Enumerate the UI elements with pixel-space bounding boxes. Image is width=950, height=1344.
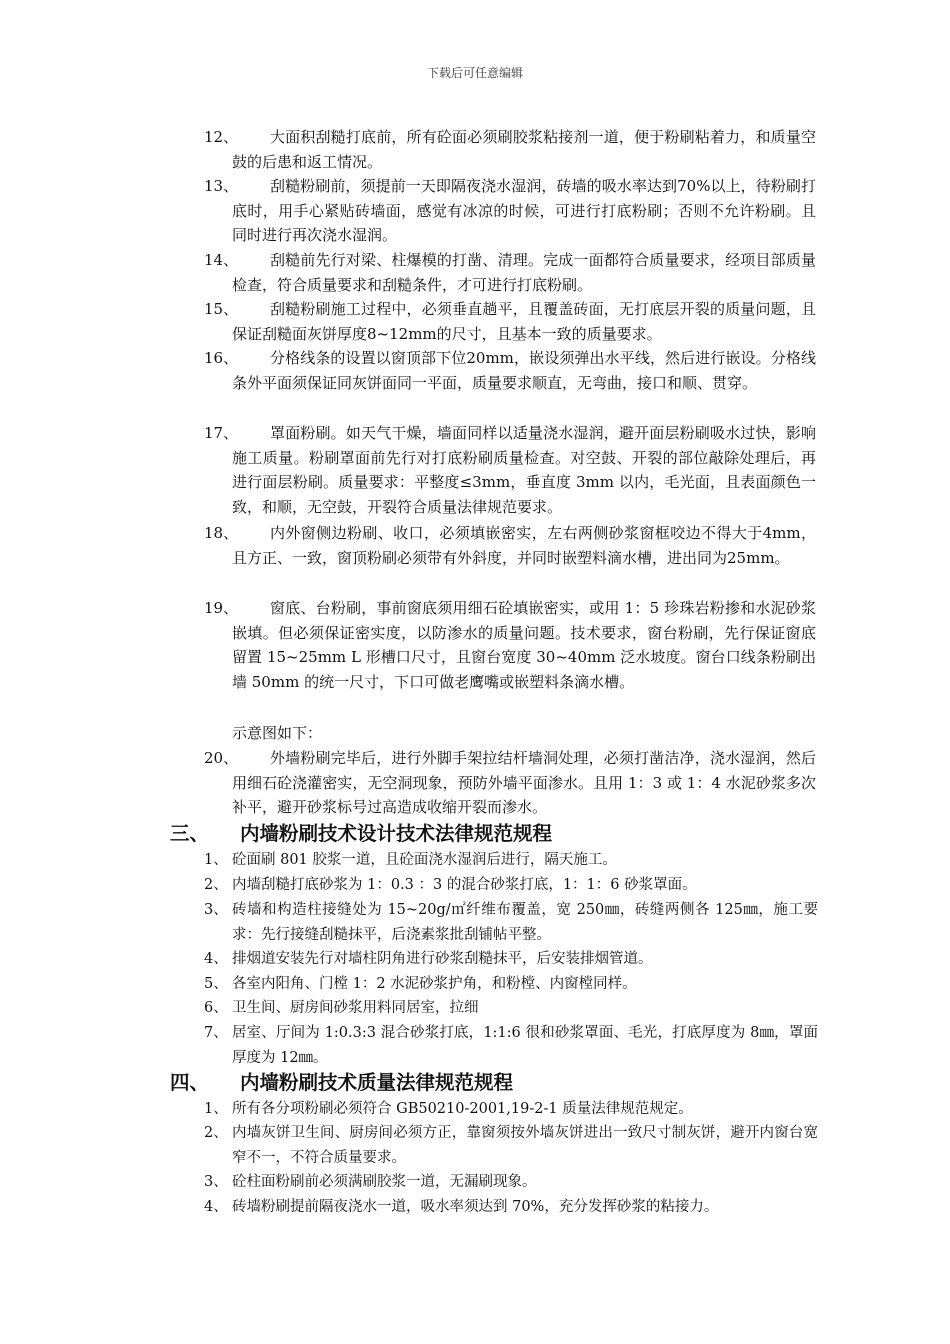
page-header: 下载后可任意编辑 — [426, 66, 523, 80]
item-text: 砼柱面粉刷前必须满刷胶浆一道，无漏刷现象。 — [232, 1174, 537, 1190]
list-item — [204, 521, 816, 570]
list-item — [204, 972, 818, 997]
item-text: 内外窗侧边粉刷、收口，必须填嵌密实，左右两侧砂浆窗框咬边不得大于4mm，且方正、一致，窗顶粉刷必须带有外斜度，并同时嵌塑料滴水槽，进出同为25mm。 — [232, 524, 816, 567]
item-text: 排烟道安装先行对墙柱阴角进行砂浆刮糙抹平，后安装排烟管道。 — [232, 951, 653, 967]
list-item — [204, 1170, 818, 1195]
item-number: 14、 — [204, 251, 239, 269]
item-number: 6、 — [204, 1000, 228, 1016]
item-number: 5、 — [204, 976, 228, 992]
list-item — [204, 1021, 818, 1070]
item-number: 3、 — [204, 902, 228, 918]
list-item — [204, 746, 816, 820]
list-item — [204, 1121, 818, 1170]
section-title: 内墙粉刷技术质量法律规范规程 — [240, 1071, 514, 1094]
section-number: 三、 — [170, 822, 210, 845]
item-number: 4、 — [204, 951, 228, 967]
item-text: 各室内阳角、门樘 1：2 水泥砂浆护角，和粉樘、内窗樘同样。 — [232, 976, 637, 992]
item-text: 罩面粉刷。如天气干燥，墙面同样以适量浇水湿润，避开面层粉刷吸水过快，影响施工质量。粉刷罩面前先行对打底粉刷质量检查。对空鼓、开裂的部位敲除处理后，再进行面层粉刷。质量要求：平整度≤3mm，垂直度 3mm 以内，毛光面，且表面颜色一致，和顺，无空鼓，开裂符合质量法律规范要求。 — [232, 424, 816, 516]
item-number: 20、 — [204, 749, 239, 767]
item-number: 18、 — [204, 524, 239, 542]
list-item — [204, 125, 816, 174]
item-number: 12、 — [204, 128, 239, 146]
item-text: 内墙刮糙打底砂浆为 1：0.3 ：3 的混合砂浆打底，1：1：6 砂浆罩面。 — [232, 877, 697, 893]
list-item — [204, 1097, 818, 1122]
list-item — [204, 1195, 818, 1220]
item-number: 1、 — [204, 852, 228, 868]
item-number: 2、 — [204, 1125, 228, 1141]
list-item — [204, 421, 816, 519]
item-number: 3、 — [204, 1174, 228, 1190]
item-text: 内墙灰饼卫生间、厨房间必须方正，靠窗须按外墙灰饼进出一致尺寸制灰饼，避开内窗台宽窄不一，不符合质量要求。 — [232, 1125, 818, 1166]
item-text: 窗底、台粉刷，事前窗底须用细石砼填嵌密实，或用 1：5 珍珠岩粉掺和水泥砂浆嵌填。但必须保证密实度，以防渗水的质量问题。技术要求，窗台粉刷，先行保证窗底留置 15~25mm L 形槽口尺寸，且窗台宽度 30~40mm 泛水坡度。窗台口线条粉刷出墙 50mm 的统一尺寸，下口可做老鹰嘴或嵌塑料条滴水槽。 — [232, 599, 816, 691]
list-item — [204, 297, 816, 346]
item-text: 刮糙粉刷前，须提前一天即隔夜浇水湿润，砖墙的吸水率达到70%以上，待粉刷打底时，用手心紧贴砖墙面，感觉有冰凉的时候，可进行打底粉刷；否则不允许粉刷。且同时进行再次浇水湿润。 — [232, 177, 816, 244]
list-item — [204, 898, 818, 947]
diagram-note: 示意图如下： — [232, 724, 323, 742]
item-number: 19、 — [204, 599, 239, 617]
list-item — [204, 996, 818, 1021]
item-text: 大面积刮糙打底前，所有砼面必须刷胶浆粘接剂一道，便于粉刷粘着力，和质量空鼓的后患和返工情况。 — [232, 128, 816, 171]
item-number: 2、 — [204, 877, 228, 893]
item-text: 所有各分项粉刷必须符合 GB50210-2001,19-2-1 质量法律规范规定。 — [232, 1101, 693, 1117]
item-number: 7、 — [204, 1025, 228, 1041]
item-number: 16、 — [204, 349, 239, 367]
item-number: 1、 — [204, 1101, 228, 1117]
item-text: 刮糙粉刷施工过程中，必须垂直趟平，且覆盖砖面，无打底层开裂的质量问题，且保证刮糙面灰饼厚度8~12mm的尺寸，且基本一致的质量要求。 — [232, 300, 816, 343]
list-item — [204, 873, 818, 898]
list-item — [204, 947, 818, 972]
item-text: 外墙粉刷完毕后，进行外脚手架拉结杆墙洞处理，必须打凿洁净，浇水湿润，然后用细石砼浇灌密实，无空洞现象，预防外墙平面渗水。且用 1：3 或 1：4 水泥砂浆多次补平，避开砂浆标号过高造成收缩开裂而渗水。 — [232, 749, 816, 816]
section-number: 四、 — [170, 1071, 210, 1094]
item-number: 17、 — [204, 424, 239, 442]
section-title: 内墙粉刷技术设计技术法律规范规程 — [240, 822, 553, 845]
item-text: 砼面刷 801 胶浆一道，且砼面浇水湿润后进行，隔天施工。 — [232, 852, 617, 868]
list-item — [204, 174, 816, 248]
list-item — [204, 346, 816, 395]
item-number: 4、 — [204, 1199, 228, 1215]
item-text: 居室、厅间为 1:0.3:3 混合砂浆打底，1:1:6 很和砂浆罩面、毛光，打底厚度为 8㎜，罩面厚度为 12㎜。 — [232, 1025, 818, 1066]
list-item — [204, 848, 818, 873]
item-number: 13、 — [204, 177, 239, 195]
item-text: 刮糙前先行对梁、柱爆模的打凿、清理。完成一面都符合质量要求，经项目部质量检查，符合质量要求和刮糙条件，才可进行打底粉刷。 — [232, 251, 816, 294]
list-item — [204, 596, 816, 694]
list-item — [204, 248, 816, 297]
item-text: 卫生间、厨房间砂浆用料同居室，拉细 — [232, 1000, 479, 1016]
item-text: 砖墙和构造柱接缝处为 15~20g/㎡纤维布覆盖，宽 250㎜，砖缝两侧各 125㎜，施工要求：先行接缝刮糙抹平，后浇素浆批刮铺帖平整。 — [232, 902, 818, 943]
item-number: 15、 — [204, 300, 239, 318]
item-text: 砖墙粉刷提前隔夜浇水一道，吸水率须达到 70%，充分发挥砂浆的粘接力。 — [232, 1199, 719, 1215]
item-text: 分格线条的设置以窗顶部下位20mm，嵌设须弹出水平线，然后进行嵌设。分格线条外平面须保证同灰饼面同一平面，质量要求顺直，无弯曲，接口和顺、贯穿。 — [232, 349, 816, 392]
